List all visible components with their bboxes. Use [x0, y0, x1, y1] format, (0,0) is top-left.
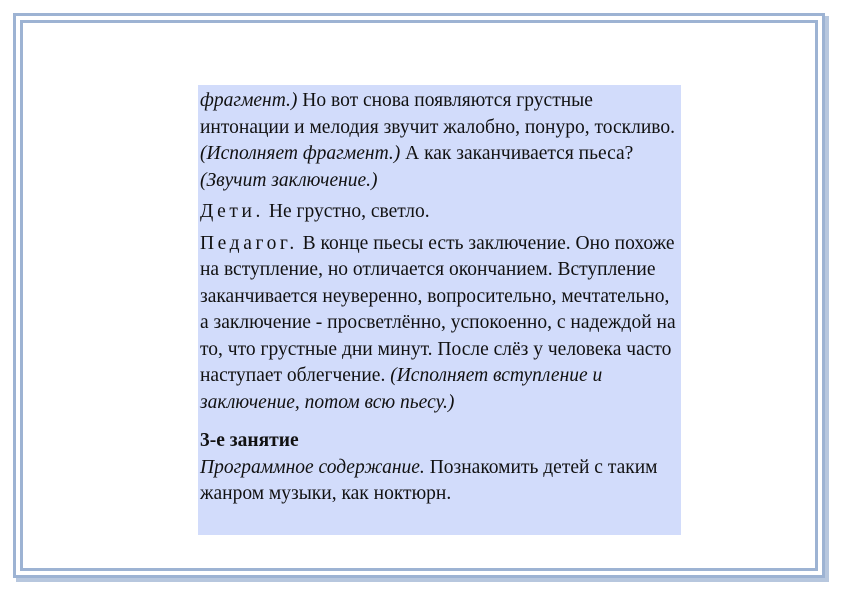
speaker-label: Педагог.	[200, 232, 298, 254]
body-text: А как заканчивается пьеса?	[400, 143, 634, 164]
italic-text: фрагмент.)	[200, 90, 298, 111]
paragraph-program	[200, 455, 679, 508]
paragraph-teacher	[200, 231, 679, 417]
section-heading: 3-е занятие	[200, 430, 299, 451]
italic-text: Программное содержание.	[200, 456, 425, 478]
speaker-label: Дети.	[200, 201, 265, 222]
paragraph-children	[200, 199, 679, 226]
body-text: Не грустно, светло.	[264, 201, 430, 222]
body-text: В конце пьесы есть заключение. Оно похоже на вступление, но отличается окончанием. Вступление заканчивается неуверенно, вопросительно, мечтательно, а заключение - просветлённо, успокоенно, с надеждой на то, что грустные дни минут. После слёз у человека часто наступает облегчение.	[200, 232, 676, 386]
frame-shadow	[825, 16, 829, 580]
body-text: Познакомить детей с таким жанром музыки, как ноктюрн.	[200, 456, 658, 504]
italic-text: (Исполняет вступление и заключение, потом всю пьесу.)	[200, 365, 603, 413]
paragraph-intro	[200, 88, 679, 194]
italic-text: (Исполняет фрагмент.)	[200, 143, 401, 164]
text-box	[198, 85, 681, 535]
italic-text: (Звучит заключение.)	[200, 169, 378, 191]
body-text: Но вот снова появляются грустные интонации и мелодия звучит жалобно, понуро, тоскливо.	[200, 90, 675, 138]
frame-shadow	[16, 578, 829, 582]
